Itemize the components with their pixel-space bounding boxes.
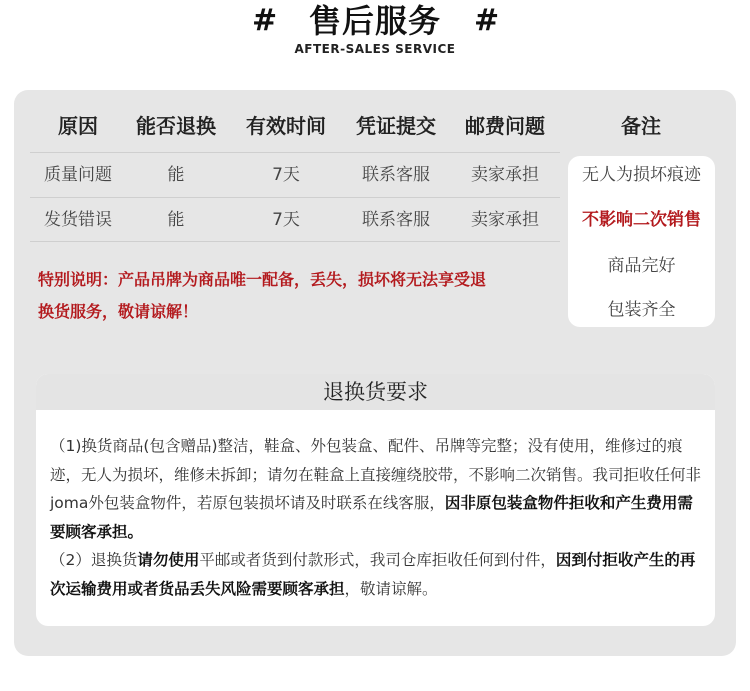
requirements-body	[50, 432, 702, 603]
header-postage: 邮费问题	[465, 114, 545, 138]
page-subtitle: AFTER-SALES SERVICE	[294, 42, 456, 56]
page-title: 售后服务	[308, 2, 441, 40]
requirement-2-bold-b: 因到付拒收产生的再次运输费用或者货品丢失风险需要顾客承担	[50, 551, 696, 598]
requirement-2-text-a: （2）退换货	[50, 551, 138, 569]
requirement-1-text: （1)换货商品(包含赠品)整洁，鞋盒、外包装盒、配件、吊牌等完整；没有使用，维修过的痕迹，无人为损坏，维修未拆卸；请勿在鞋盒上直接缠绕胶带，不影响二次销售。我司拒收任何非joma外包装盒物件，若原包装损坏请及时联系在线客服，	[50, 437, 702, 512]
remark-no-damage: 无人为损坏痕迹	[582, 165, 701, 185]
remark-resale: 不影响二次销售	[582, 210, 701, 230]
requirements-box	[36, 374, 715, 626]
special-note-line1: 特别说明：产品吊牌为商品唯一配备，丢失，损坏将无法享受退	[38, 270, 487, 289]
requirements-title: 退换货要求	[36, 374, 715, 410]
table-divider	[30, 197, 560, 198]
requirement-2-text-c: ，敬请谅解。	[344, 579, 438, 598]
row2-reason: 发货错误	[44, 210, 112, 230]
remark-intact: 商品完好	[607, 256, 676, 276]
table-divider	[30, 241, 560, 242]
title-row	[0, 2, 750, 40]
remark-packaging: 包装齐全	[607, 300, 676, 320]
row2-valid-time: 7天	[272, 210, 300, 230]
header-remarks: 备注	[621, 114, 661, 138]
requirement-2	[50, 546, 702, 603]
requirement-1-bold: 因非原包装盒物件拒收和产生费用需要顾客承担。	[50, 494, 693, 541]
row1-reason: 质量问题	[44, 165, 112, 185]
row2-returnable: 能	[167, 210, 185, 230]
row2-proof: 联系客服	[362, 210, 430, 230]
header-reason: 原因	[58, 114, 98, 138]
hash-right: #	[474, 3, 500, 38]
row1-postage: 卖家承担	[471, 165, 539, 185]
table-divider	[30, 152, 560, 153]
row1-valid-time: 7天	[272, 165, 300, 185]
row1-returnable: 能	[167, 165, 185, 185]
header-valid-time: 有效时间	[246, 114, 326, 138]
requirement-2-text-b: 平邮或者货到付款形式，我司仓库拒收任何到付件，	[199, 551, 556, 569]
hash-left: #	[252, 3, 278, 38]
header-returnable: 能否退换	[136, 114, 216, 138]
special-note	[38, 264, 558, 328]
requirement-2-bold-a: 请勿使用	[137, 551, 200, 569]
special-note-line2: 换货服务，敬请谅解！	[38, 302, 199, 321]
header-proof: 凭证提交	[356, 114, 436, 138]
row2-postage: 卖家承担	[471, 210, 539, 230]
requirement-1	[50, 432, 702, 546]
row1-proof: 联系客服	[362, 165, 430, 185]
